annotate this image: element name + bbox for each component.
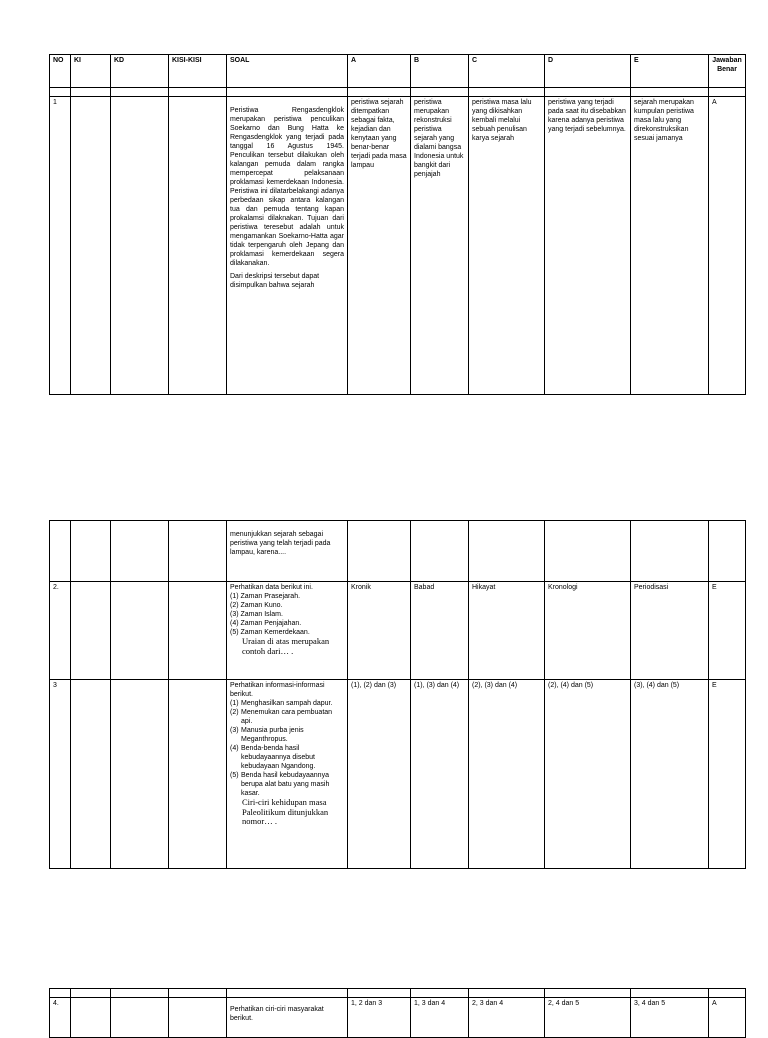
question-number: 3 [50,680,71,869]
soal-question: Dari deskripsi tersebut dapat disimpulkan bahwa sejarah [230,273,320,289]
list-item: (3) Manusia purba jenis Meganthropus. [230,727,304,743]
header-e: E [631,55,709,88]
kd-cell [111,97,169,395]
ki-cell [71,97,111,395]
answer-key: E [709,680,746,869]
soal-cell [227,97,348,395]
option-e: Periodisasi [631,582,709,680]
list-item: (1) Zaman Prasejarah. [230,593,301,600]
question-number: 4. [50,998,71,1038]
list-item: (2) Zaman Kuno. [230,602,283,609]
question-table-2 [49,520,746,869]
question-row-1 [50,97,746,395]
header-a: A [348,55,411,88]
list-item: (5) Zaman Kemerdekaan. [230,629,310,636]
soal-intro: Perhatikan data berikut ini. [230,584,313,591]
option-d: Kronologi [545,582,631,680]
info-list [230,699,344,798]
option-e: sejarah merupakan kumpulan peristiwa masa lalu yang direkonstruksikan sesuai jamanya [631,97,709,395]
header-kisi-kisi: KISI-KISI [169,55,227,88]
option-d: 2, 4 dan 5 [545,998,631,1038]
option-d: (2), (4) dan (5) [545,680,631,869]
header-b: B [411,55,469,88]
list-item: (5) Benda hasil kebudayaannya berupa alat batu yang masih kasar. [230,772,330,797]
soal-intro: Perhatikan informasi-informasi berikut. [230,682,325,698]
question-number: 1 [50,97,71,395]
option-a: Kronik [348,582,411,680]
header-soal: SOAL [227,55,348,88]
option-d: peristiwa yang terjadi pada saat itu disebabkan karena adanya peristiwa yang terjadi sebelumnya. [545,97,631,395]
spacer-row [50,88,746,97]
soal-continued: menunjukkan sejarah sebagai peristiwa yang telah terjadi pada lampau, karena.... [227,521,348,582]
soal-cell [227,582,348,680]
header-ki: KI [71,55,111,88]
list-item: (3) Zaman Islam. [230,611,283,618]
soal-question: Ciri-ciri kehidupan masa Paleolitikum ditunjukkan nomor… . [242,797,329,826]
option-b: (1), (3) dan (4) [411,680,469,869]
option-b: 1, 3 dan 4 [411,998,469,1038]
answer-key: E [709,582,746,680]
option-e: 3, 4 dan 5 [631,998,709,1038]
list-item: (4) Zaman Penjajahan. [230,620,302,627]
header-kd: KD [111,55,169,88]
spacer-row [50,989,746,998]
option-a: (1), (2) dan (3) [348,680,411,869]
data-list [230,592,344,637]
kisi-kisi-cell [169,97,227,395]
list-item: (2) Menemukan cara pembuatan api. [230,709,333,725]
answer-key: A [709,998,746,1038]
question-row-1-continued [50,521,746,582]
question-number: 2. [50,582,71,680]
option-b: Babad [411,582,469,680]
header-jawaban-benar: Jawaban Benar [709,55,746,88]
soal-cell [227,680,348,869]
option-c: (2), (3) dan (4) [469,680,545,869]
header-no: NO [50,55,71,88]
question-row-2 [50,582,746,680]
option-e: (3), (4) dan (5) [631,680,709,869]
list-item: (1) Menghasilkan sampah dapur. [230,700,333,707]
header-c: C [469,55,545,88]
question-row-3 [50,680,746,869]
question-table-3 [49,988,746,1038]
option-b: peristiwa merupakan rekonstruksi peristiwa sejarah yang dialami bangsa Indonesia untuk bangkit dari penjajah [411,97,469,395]
question-table-1 [49,54,746,395]
question-row-4 [50,998,746,1038]
option-a: peristiwa sejarah ditempatkan sebagai fakta, kejadian dan kenytaan yang benar-benar terjadi pada masa lampau [348,97,411,395]
option-a: 1, 2 dan 3 [348,998,411,1038]
header-row [50,55,746,88]
answer-key: A [709,97,746,395]
option-c: Hikayat [469,582,545,680]
soal-question: Uraian di atas merupakan contoh dari… . [242,636,330,656]
option-c: peristiwa masa lalu yang dikisahkan kembali melalui sebuah penulisan karya sejarah [469,97,545,395]
option-c: 2, 3 dan 4 [469,998,545,1038]
soal-intro: Perhatikan ciri-ciri masyarakat berikut. [227,998,348,1038]
soal-paragraph: Peristiwa Rengasdengklok merupakan peristiwa penculikan Soekarno dan Bung Hatta ke Rengasdengklok yang terjadi pada tanggal 16 Agustus 1945. Penculikan tersebut dilakukan oleh kalangan pemuda dalam rangka mempercepat pelaksanaan proklamasi kemerdekaan Indonesia. Peristiwa ini dilatarbelakangi adanya perbedaan sikap antara kalangan tua dan pemuda tentang kapan prokalamsi dilaknakan. Tujuan dari peristiwa teresebut adalah untuk mengamankan Soekarno-Hatta agar tidak terpengaruh oleh Jepang dan proklamasi kemerdekaan segera dilakanakan. [230,107,344,267]
header-d: D [545,55,631,88]
list-item: (4) Benda-benda hasil kebudayaannya disebut kebudayaan Ngandong. [230,745,316,770]
